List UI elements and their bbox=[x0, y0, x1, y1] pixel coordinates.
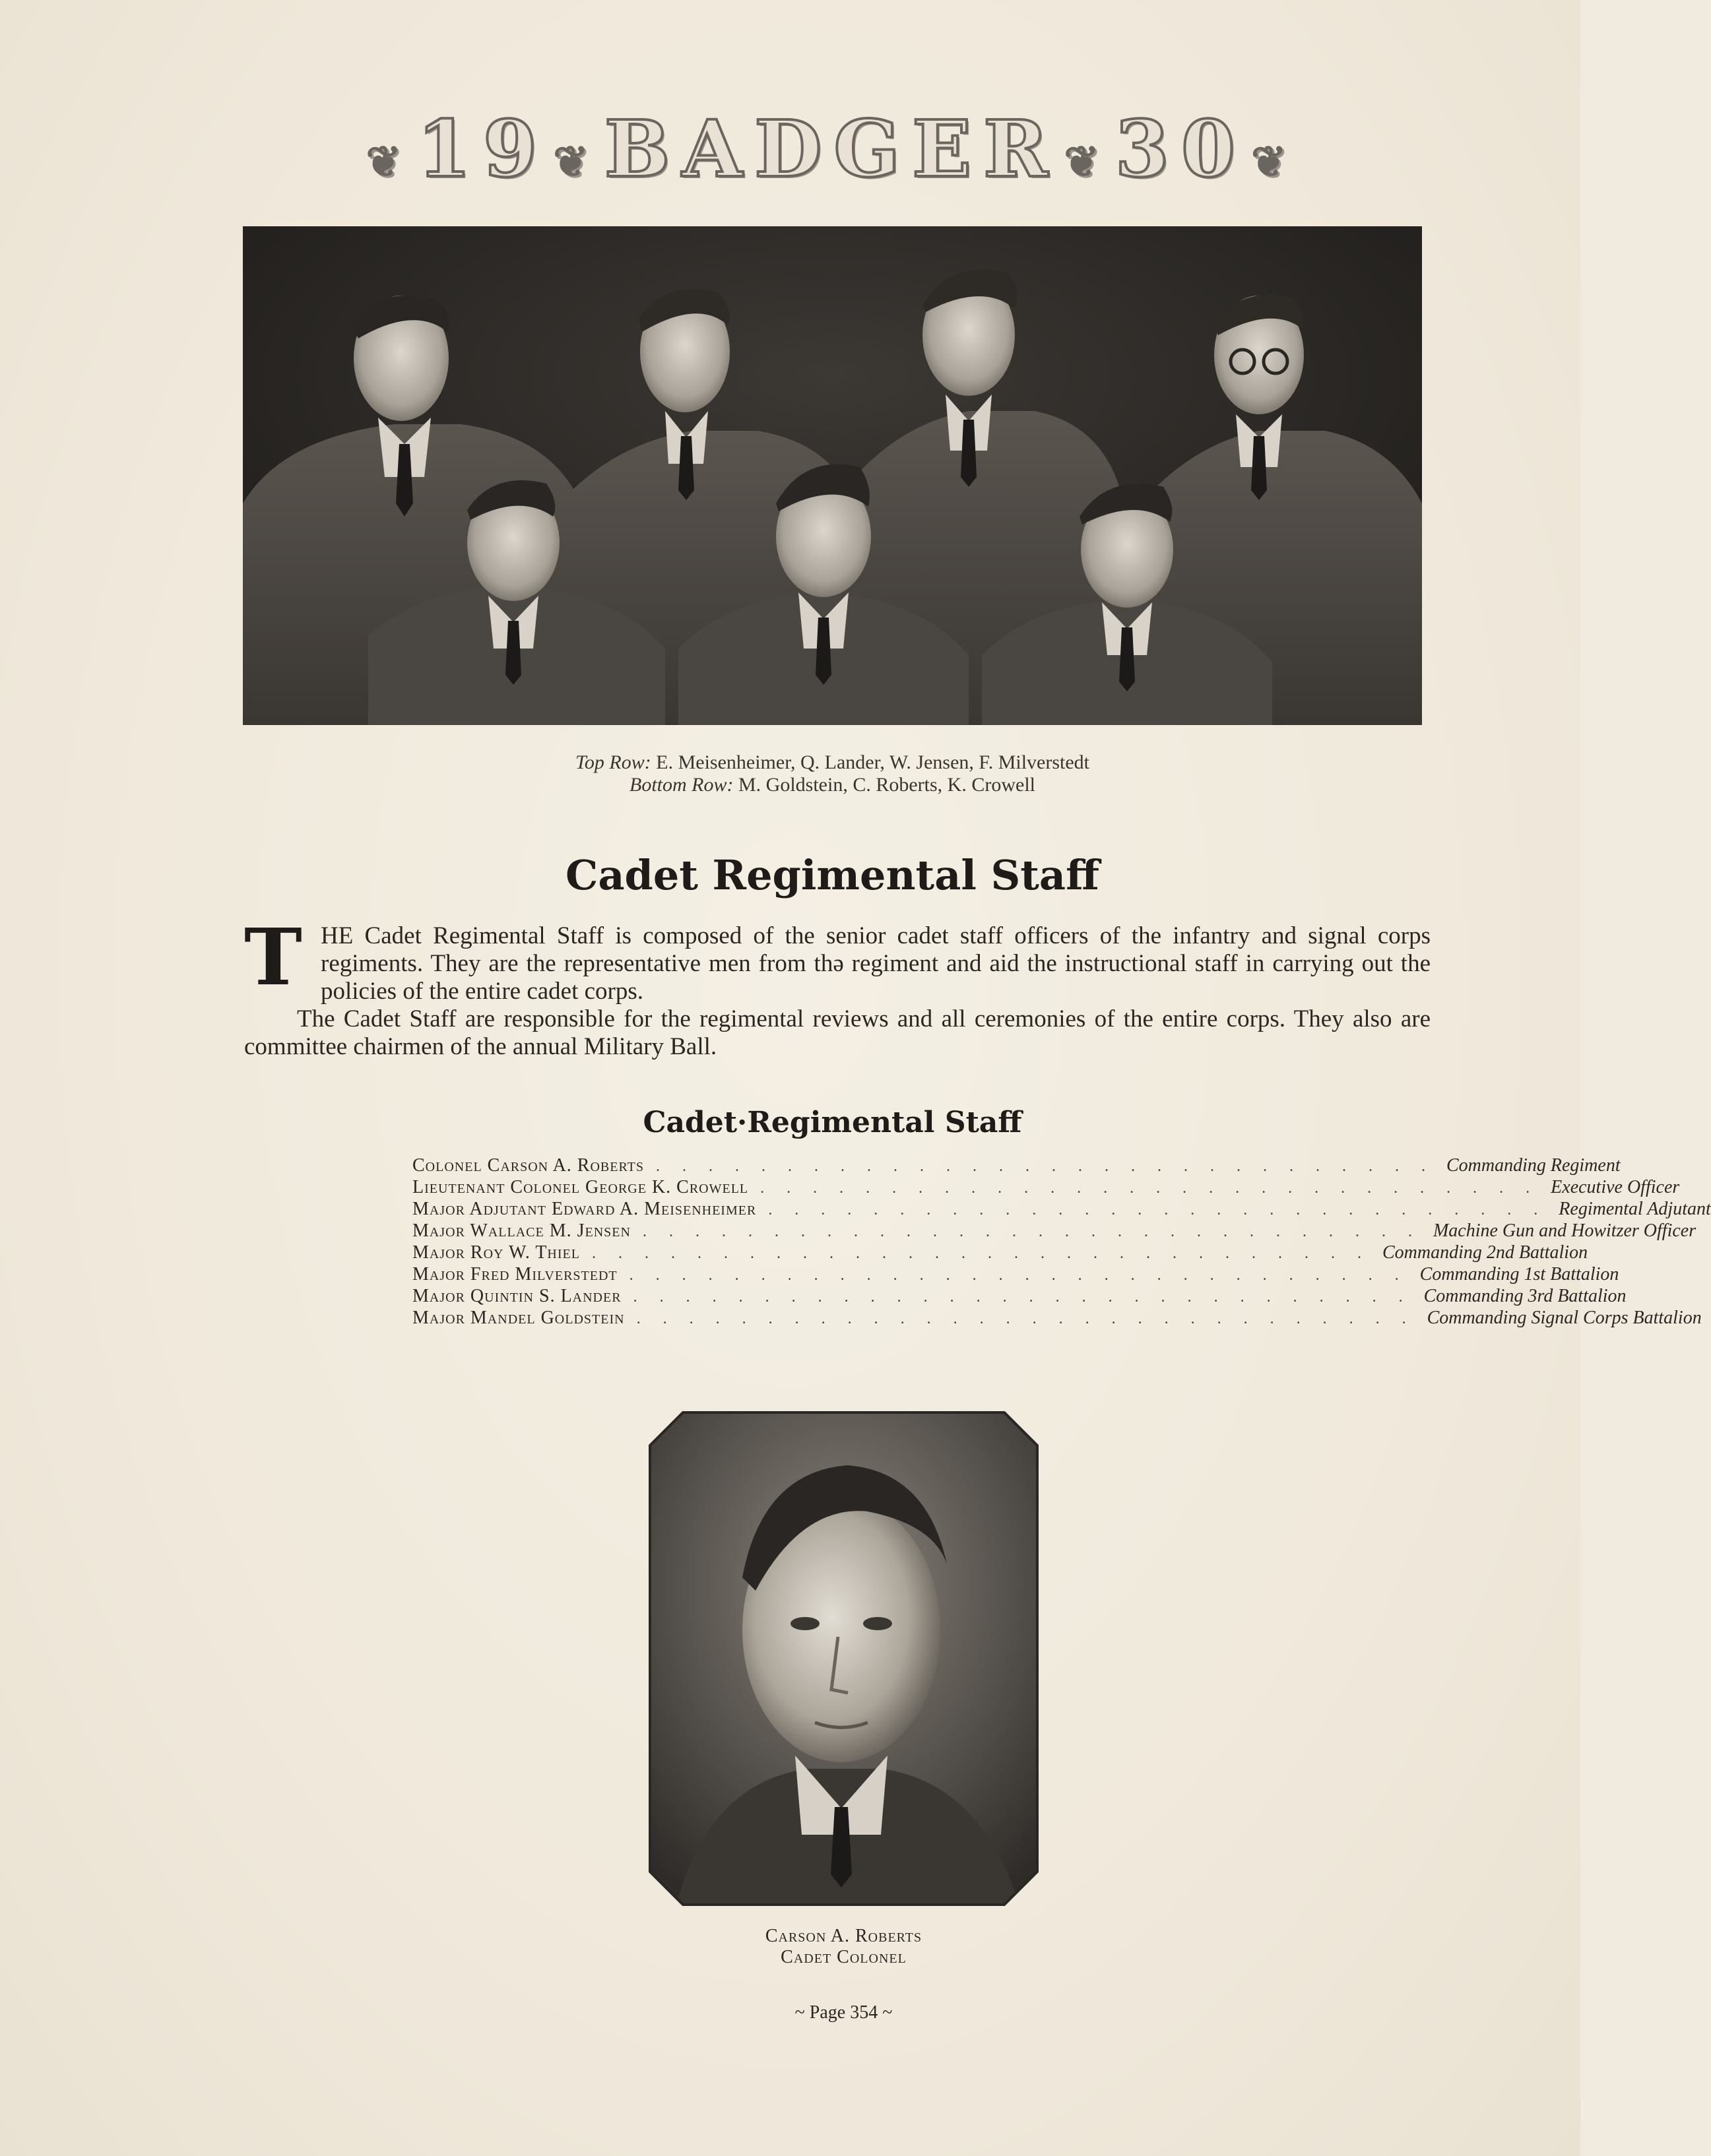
section-heading: Cadet Regimental Staff bbox=[565, 851, 1099, 899]
ornament-icon: ❦ bbox=[1064, 137, 1111, 187]
portrait-photo bbox=[650, 1412, 1037, 1905]
leader-dots: . . . . . . . . . . . . . . . . . . . . . . . . . . . . . . bbox=[642, 1223, 1421, 1240]
staff-row bbox=[412, 1308, 1702, 1329]
drop-cap: T bbox=[244, 911, 302, 1003]
staff-name: Major Mandel Goldstein bbox=[412, 1308, 625, 1328]
staff-name: Major Fred Milverstedt bbox=[412, 1264, 618, 1284]
staff-name: Major Quintin S. Lander bbox=[412, 1286, 622, 1306]
staff-role: Commanding 1st Battalion bbox=[1419, 1264, 1619, 1284]
staff-name: Lieutenant Colonel George K. Crowell bbox=[412, 1177, 749, 1197]
staff-name: Colonel Carson A. Roberts bbox=[412, 1155, 644, 1176]
banner-year-right: 30 bbox=[1114, 102, 1248, 195]
staff-role: Machine Gun and Howitzer Officer bbox=[1433, 1221, 1696, 1241]
ornament-icon: ❦ bbox=[553, 137, 600, 187]
staff-role: Commanding Regiment bbox=[1446, 1155, 1621, 1176]
staff-name: Major Roy W. Thiel bbox=[412, 1242, 580, 1263]
staff-row bbox=[412, 1264, 1619, 1286]
photo-caption-bottom-row bbox=[243, 773, 1422, 797]
leader-dots: . . . . . . . . . . . . . . . . . . . . . . . . . . . . . . bbox=[636, 1310, 1415, 1327]
leader-dots: . . . . . . . . . . . . . . . . . . . . . . . . . . . . . . bbox=[633, 1288, 1412, 1306]
leader-dots: . . . . . . . . . . . . . . . . . . . . . . . . . . . . . . bbox=[760, 1180, 1539, 1197]
staff-role: Regimental Adjutant bbox=[1559, 1199, 1711, 1219]
leader-dots: . . . . . . . . . . . . . . . . . . . . . . . . . . . . . . bbox=[655, 1158, 1435, 1175]
staff-row bbox=[412, 1286, 1627, 1308]
staff-role: Executive Officer bbox=[1551, 1177, 1680, 1197]
caption-bottom-names: M. Goldstein, C. Roberts, K. Crowell bbox=[738, 774, 1035, 796]
leader-dots: . . . . . . . . . . . . . . . . . . . . . . . . . . . . . . bbox=[768, 1201, 1547, 1219]
caption-bottom-label: Bottom Row: bbox=[630, 774, 734, 796]
staff-row bbox=[412, 1155, 1621, 1177]
caption-top-label: Top Row: bbox=[575, 751, 651, 773]
staff-row bbox=[412, 1242, 1588, 1264]
staff-row bbox=[412, 1199, 1711, 1221]
intro-paragraph: HE Cadet Regimental Staff is composed of the senior cadet staff officers of the infantry and signal corps regiments. They are the representative men from thə regiment and aid the instructional staff in carrying out the policies of the entire cadet corps. bbox=[321, 922, 1431, 1005]
staff-row bbox=[412, 1177, 1680, 1199]
banner-year-left: 19 bbox=[416, 102, 550, 195]
staff-name: Major Adjutant Edward A. Meisenheimer bbox=[412, 1199, 757, 1219]
photo-caption-top-row bbox=[243, 751, 1422, 775]
staff-roster bbox=[412, 1155, 1711, 1329]
staff-role: Commanding 2nd Battalion bbox=[1382, 1242, 1588, 1263]
staff-role: Commanding Signal Corps Battalion bbox=[1427, 1308, 1702, 1328]
ornament-icon: ❦ bbox=[1251, 137, 1299, 187]
leader-dots: . . . . . . . . . . . . . . . . . . . . . . . . . . . . . . bbox=[629, 1267, 1408, 1284]
group-photo bbox=[243, 226, 1422, 725]
caption-top-names: E. Meisenheimer, Q. Lander, W. Jensen, F. Milverstedt bbox=[656, 751, 1089, 773]
portrait-name: Carson A. Roberts bbox=[765, 1926, 922, 1946]
leader-dots: . . . . . . . . . . . . . . . . . . . . . . . . . . . . . . bbox=[591, 1245, 1371, 1262]
portrait-title: Cadet Colonel bbox=[781, 1947, 907, 1967]
roster-heading: Cadet·Regimental Staff bbox=[643, 1106, 1022, 1139]
second-paragraph: The Cadet Staff are responsible for the regimental reviews and all ceremonies of the entire corps. They also are committee chairmen of the annual Military Ball. bbox=[244, 1005, 1431, 1060]
yearbook-banner bbox=[242, 102, 1423, 195]
banner-title: BADGER bbox=[604, 102, 1060, 195]
staff-row bbox=[412, 1221, 1696, 1242]
ornament-icon: ❦ bbox=[366, 137, 413, 187]
staff-role: Commanding 3rd Battalion bbox=[1423, 1286, 1627, 1306]
page-number: ~ Page 354 ~ bbox=[794, 2002, 893, 2023]
staff-name: Major Wallace M. Jensen bbox=[412, 1221, 631, 1241]
